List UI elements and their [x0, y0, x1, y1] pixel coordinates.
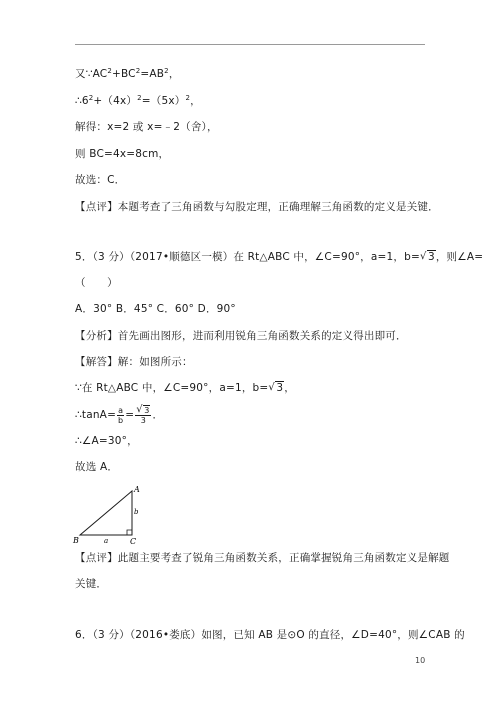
- line-solve: 解得：x=2 或 x=﹣2（舍），: [75, 121, 218, 133]
- vertex-label-b: B: [73, 536, 79, 545]
- question-6-stem: 6．（3 分）（2016•娄底）如图，已知 AB 是⊙O 的直径，∠D=40°，则∠CAB 的: [75, 629, 465, 641]
- right-angle-mark: [127, 530, 132, 535]
- triangle-figure: [72, 483, 152, 551]
- vertex-label-c: C: [130, 537, 137, 546]
- line-bc: 则 BC=4x=8cm，: [75, 148, 170, 160]
- answer-5-tan: ∴tanA= $\frac{a}{b}$ = √ 3 3 ．: [75, 403, 164, 425]
- comment-5-line2: 关键．: [75, 578, 108, 590]
- side-label-b: b: [134, 508, 139, 516]
- answer-5-angle: ∴∠A=30°，: [75, 435, 138, 447]
- question-5-blank: （ ）: [75, 277, 118, 289]
- question-5-stem: 5．（3 分）（2017•顺德区一模）在 Rt△ABC 中，∠C=90°，a=1，b= √ 3，则∠A=: [75, 251, 484, 263]
- fraction-sqrt3-over-3: √ 3 3: [136, 403, 150, 425]
- answer-5-heading: 【解答】解：如图所示：: [75, 356, 193, 368]
- sqrt-3: √ 3: [419, 251, 435, 263]
- fraction-a-over-b: $\frac{a}{b}$: [117, 405, 124, 425]
- side-label-a: a: [104, 537, 109, 545]
- line-substitution: $\therefore 6^2+(4x)^2=(5x)^2$，: [75, 94, 201, 107]
- question-5-options: A．30° B．45° C．60° D．90°: [75, 303, 236, 315]
- sqrt-3: √ 3: [268, 382, 284, 394]
- answer-5-given: ∵在 Rt△ABC 中，∠C=90°，a=1，b= √ 3，: [75, 382, 295, 394]
- line-comment-4: 【点评】本题考查了三角函数与勾股定理，正确理解三角函数的定义是关键．: [75, 201, 439, 213]
- line-pythagoras: 又$\because AC^2+BC^2=AB^2$，: [75, 67, 180, 80]
- answer-5-choose: 故选 A．: [75, 461, 119, 473]
- header-rule: [75, 44, 425, 45]
- line-choose-c: 故选：C．: [75, 174, 126, 186]
- triangle-abc: [80, 491, 132, 535]
- page-number: 10: [415, 656, 426, 665]
- right-triangle-diagram: [72, 483, 152, 547]
- analysis-5: 【分析】首先画出图形，进而利用锐角三角函数关系的定义得出即可．: [75, 330, 407, 342]
- comment-5-line1: 【点评】此题主要考查了锐角三角函数关系，正确掌握锐角三角函数定义是解题: [75, 552, 450, 564]
- vertex-label-a: A: [134, 485, 140, 494]
